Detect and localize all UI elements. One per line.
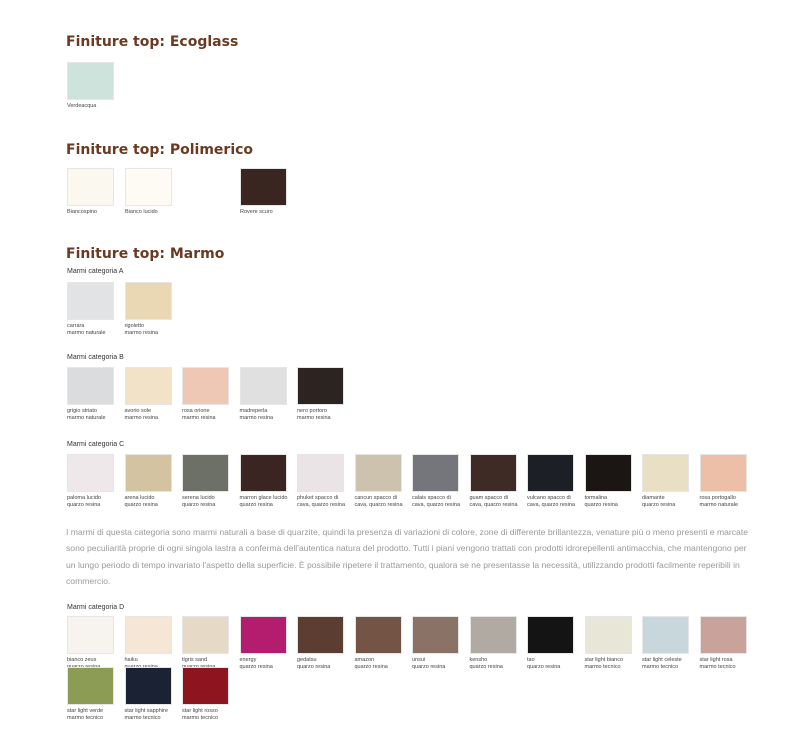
swatch-caption [67,209,115,216]
finish-swatch [67,454,115,508]
swatch-caption [67,408,115,421]
swatch-name: paloma lucido [67,495,101,501]
finish-swatch [125,616,173,670]
swatch-sample [527,454,574,492]
swatch-sample [125,616,172,654]
swatch-material: quarzo resina [469,663,503,670]
swatch-caption [182,708,230,721]
category-d-label: Marmi categoria D [67,604,125,611]
swatch-material: marmo resina [124,414,159,421]
swatch-sample [240,616,287,654]
finish-swatch [182,667,230,721]
swatch-name: rosa orione [182,408,210,414]
swatch-sample [297,454,344,492]
swatch-material: marmo resina [239,414,274,421]
swatch-sample [470,454,517,492]
swatch-name: vulcano spacco di [527,495,571,501]
swatch-sample [700,616,747,654]
finish-swatch [412,454,460,508]
swatch-sample [585,616,632,654]
swatch-name: phuket spacco di [297,495,339,501]
finish-swatch [240,454,288,508]
swatch-caption [67,495,115,508]
swatch-caption [67,103,115,110]
swatch-name: star light sapphire [124,708,168,714]
finish-swatch [470,616,518,670]
swatch-caption [240,495,288,508]
swatch-caption [240,657,288,670]
swatch-sample [297,616,344,654]
swatch-caption [700,657,748,670]
finish-swatch [355,616,403,670]
finish-swatch [125,454,173,508]
swatch-sample [125,282,172,320]
swatch-sample [642,616,689,654]
swatch-sample [412,616,459,654]
swatch-material: quarzo resina [354,663,388,670]
swatch-caption [67,323,115,336]
swatch-name: carrara [67,323,85,329]
swatch-caption [412,657,460,670]
swatch-material: marmo naturale [699,501,739,508]
swatch-sample [182,667,229,705]
swatch-material: quarzo resina [527,663,561,670]
swatch-material: marmo tecnico [124,714,161,721]
finish-swatch [182,616,230,670]
finish-swatch [642,616,690,670]
swatch-name: Rovere scuro [240,209,273,215]
swatch-sample [67,367,114,405]
swatch-sample [642,454,689,492]
swatch-material: quarzo resina [124,501,158,508]
swatch-caption [125,708,173,721]
swatch-material: marmo resina [182,414,216,421]
swatch-caption [527,495,575,508]
swatch-name: diamante [642,495,665,501]
finish-swatch [642,454,690,508]
swatch-caption [642,657,690,670]
finish-swatch [67,367,115,421]
swatch-sample [240,454,287,492]
marmo-title: Finiture top: Marmo [66,246,225,262]
category-b-label: Marmi categoria B [67,354,124,361]
swatch-sample [182,616,229,654]
swatch-name: star light rosa [699,657,733,663]
swatch-sample [125,667,172,705]
swatch-name: kensho [469,657,488,663]
category-c-label: Marmi categoria C [67,441,125,448]
swatch-caption [527,657,575,670]
swatch-name: tigris sand [182,657,208,663]
swatch-name: gedatsu [297,657,317,663]
swatch-name: grigio striato [67,408,97,414]
swatch-sample [182,367,229,405]
swatch-sample [67,616,114,654]
swatch-sample [125,168,172,206]
finish-swatch [527,616,575,670]
swatch-name: Verdeacqua [67,103,97,109]
swatch-material: quarzo resina [297,663,331,670]
swatch-caption [297,408,345,421]
swatch-material: marmo resina [124,329,159,336]
swatch-material: quarzo resina [642,501,676,508]
swatch-material: quarzo resina [239,663,273,670]
swatch-name: nero portoro [297,408,327,414]
finish-swatch [67,616,115,670]
swatch-caption [700,495,748,508]
swatch-sample [527,616,574,654]
swatch-caption [125,209,173,216]
swatch-caption [182,495,230,508]
category-a-label: Marmi categoria A [67,268,124,275]
swatch-sample [297,367,344,405]
finish-swatch [297,616,345,670]
swatch-name: calais spacco di [412,495,451,501]
swatch-sample [355,616,402,654]
swatch-name: Biancospino [67,209,97,215]
swatch-name: rigoletto [124,323,145,329]
polimerico-title: Finiture top: Polimerico [66,142,254,158]
swatch-caption [240,209,288,216]
swatch-caption [297,495,345,508]
swatch-sample [67,168,114,206]
swatch-material: cava, quarzo resina [469,501,518,508]
swatch-material: quarzo resina [67,501,101,508]
finish-swatch [585,454,633,508]
finish-swatch [182,367,230,421]
swatch-name: star light verde [67,708,104,714]
finish-swatch [240,168,288,216]
swatch-name: avorio sole [124,408,152,414]
swatch-name: serena lucido [182,495,215,501]
finish-swatch [125,282,173,336]
finish-swatch [297,454,345,508]
swatch-name: arena lucido [124,495,155,501]
finish-swatch [412,616,460,670]
swatch-material: marmo tecnico [67,714,104,721]
swatch-name: rosa portogallo [699,495,736,501]
swatch-material: cava, quarzo resina [412,501,460,508]
swatch-sample [125,367,172,405]
swatch-material: quarzo resina [182,501,216,508]
swatch-name: haiku [124,657,138,663]
finish-swatch [67,62,115,110]
finish-swatch [125,367,173,421]
swatch-material: quarzo resina [584,501,618,508]
swatch-name: tormalina [584,495,608,501]
swatch-material: marmo resina [297,414,331,421]
finish-swatch [700,454,748,508]
swatch-name: amazon [354,657,375,663]
swatch-caption [585,657,633,670]
swatch-caption [355,495,403,508]
finish-swatch [182,454,230,508]
swatch-sample [240,168,287,206]
swatch-caption [240,408,288,421]
swatch-sample [412,454,459,492]
finish-swatch [240,367,288,421]
swatch-name: cancun spacco di [354,495,397,501]
swatch-name: marron glace lucido [239,495,288,501]
swatch-name: star light celeste [642,657,682,663]
finish-swatch [700,616,748,670]
swatch-material: marmo naturale [67,329,106,336]
finish-swatch [67,168,115,216]
ecoglass-title: Finiture top: Ecoglass [66,34,239,50]
swatch-name: energy [239,657,257,663]
swatch-name: bianco zeus [67,657,97,663]
swatch-name: unsui [412,657,426,663]
swatch-material: marmo tecnico [584,663,621,670]
finish-swatch [470,454,518,508]
swatch-material: marmo tecnico [699,663,736,670]
swatch-sample [355,454,402,492]
marble-description: I marmi di questa categoria sono marmi naturali a base di quarzite, quindi la presenza di variazioni di colore, zone di differente brillantezza, venature più o meno presenti e marcate sono peculiarità proprie di ogni singola lastra a conferma dell'autentica natura del prodotto. Tutti i piani vengono trattati con prodotti idrorepellenti antimacchia, che mantengono per un lungo periodo di tempo invariato l'aspetto della superficie. È possibile ripetere il trattamento, qualora se ne presentasse la necessità, utilizzando prodotti facilmente reperibili in commercio. [66,527,748,587]
finish-swatch [125,168,173,216]
swatch-sample [240,367,287,405]
swatch-sample [67,667,114,705]
swatch-material: quarzo resina [239,501,273,508]
finish-swatch [527,454,575,508]
swatch-caption [182,408,230,421]
swatch-caption [642,495,690,508]
swatch-caption [470,657,518,670]
finish-swatch [297,367,345,421]
swatch-sample [67,62,114,100]
swatch-sample [125,454,172,492]
swatch-caption [412,495,460,508]
swatch-material: marmo naturale [67,414,106,421]
swatch-caption [125,408,173,421]
finish-swatch [240,616,288,670]
swatch-name: Bianco lucido [125,209,158,215]
finish-swatch [125,667,173,721]
swatch-name: guam spacco di [469,495,509,501]
swatch-sample [67,282,114,320]
swatch-material: quarzo resina [412,663,446,670]
finish-swatch [355,454,403,508]
swatch-caption [125,323,173,336]
swatch-material: cava, quarzo resina [297,501,345,508]
swatch-caption [67,708,115,721]
swatch-caption [355,657,403,670]
swatch-caption [297,657,345,670]
swatch-sample [470,616,517,654]
swatch-material: cava, quarzo resina [527,501,575,508]
finish-swatch [67,282,115,336]
swatch-name: tao [527,657,535,663]
swatch-material: marmo tecnico [182,714,219,721]
swatch-caption [585,495,633,508]
swatch-material: marmo tecnico [642,663,679,670]
swatch-name: star light bianco [584,657,624,663]
swatch-name: madreperla [239,408,268,414]
swatch-name: star light rosso [182,708,218,714]
finish-swatch [585,616,633,670]
swatch-sample [585,454,632,492]
swatch-sample [700,454,747,492]
swatch-sample [67,454,114,492]
swatch-caption [470,495,518,508]
swatch-material: cava, quarzo resina [354,501,403,508]
swatch-caption [125,495,173,508]
finish-swatch [67,667,115,721]
swatch-sample [182,454,229,492]
